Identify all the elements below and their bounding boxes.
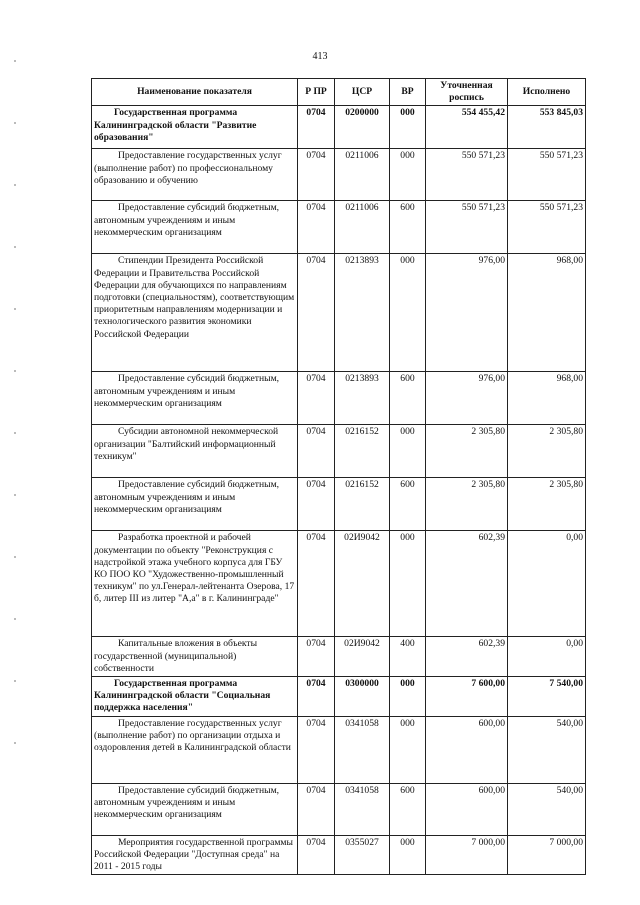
table-row	[92, 716, 586, 783]
cell-name: Предоставление субсидий бюджетным, автономным учреждениям и иным некоммерческим организациям	[92, 372, 298, 425]
cell-vr: 400	[390, 637, 426, 677]
cell-vr: 000	[390, 106, 426, 149]
cell-name: Мероприятия государственной программы Российской Федерации "Доступная среда" на 2011 - 2015 годы	[92, 835, 298, 875]
cell-csr: 0300000	[335, 677, 390, 717]
cell-csr: 0216152	[335, 425, 390, 478]
table-body	[92, 106, 586, 875]
cell-csr: 0200000	[335, 106, 390, 149]
header-rpr: Р ПР	[298, 79, 335, 106]
cell-executed: 2 305,80	[508, 425, 586, 478]
cell-csr: 02И9042	[335, 637, 390, 677]
table-row	[92, 425, 586, 478]
cell-planned: 7 600,00	[426, 677, 508, 717]
cell-csr: 0213893	[335, 254, 390, 372]
cell-executed: 540,00	[508, 783, 586, 835]
cell-vr: 000	[390, 254, 426, 372]
cell-csr: 0216152	[335, 478, 390, 531]
cell-planned: 2 305,80	[426, 425, 508, 478]
table-row	[92, 677, 586, 717]
cell-rpr: 0704	[298, 478, 335, 531]
cell-planned: 7 000,00	[426, 835, 508, 875]
table-row	[92, 835, 586, 875]
cell-vr: 600	[390, 783, 426, 835]
cell-vr: 000	[390, 677, 426, 717]
cell-csr: 0341058	[335, 783, 390, 835]
header-executed: Исполнено	[508, 79, 586, 106]
cell-csr: 0211006	[335, 149, 390, 201]
cell-executed: 0,00	[508, 637, 586, 677]
table-row	[92, 637, 586, 677]
budget-execution-table	[91, 78, 586, 875]
header-vr: ВР	[390, 79, 426, 106]
cell-rpr: 0704	[298, 201, 335, 254]
table-header-row	[92, 79, 586, 106]
header-name: Наименование показателя	[92, 79, 298, 106]
cell-executed: 550 571,23	[508, 201, 586, 254]
cell-planned: 550 571,23	[426, 201, 508, 254]
cell-rpr: 0704	[298, 531, 335, 637]
cell-rpr: 0704	[298, 637, 335, 677]
cell-name: Капитальные вложения в объекты государственной (муниципальной) собственности	[92, 637, 298, 677]
cell-rpr: 0704	[298, 106, 335, 149]
table-row	[92, 478, 586, 531]
table-row	[92, 149, 586, 201]
cell-rpr: 0704	[298, 425, 335, 478]
cell-vr: 000	[390, 531, 426, 637]
cell-planned: 600,00	[426, 716, 508, 783]
cell-rpr: 0704	[298, 254, 335, 372]
cell-vr: 000	[390, 835, 426, 875]
scan-margin-marks	[14, 60, 18, 860]
cell-planned: 602,39	[426, 637, 508, 677]
cell-planned: 550 571,23	[426, 149, 508, 201]
cell-executed: 7 000,00	[508, 835, 586, 875]
cell-executed: 553 845,03	[508, 106, 586, 149]
cell-vr: 600	[390, 201, 426, 254]
cell-rpr: 0704	[298, 677, 335, 717]
cell-rpr: 0704	[298, 716, 335, 783]
header-csr: ЦСР	[335, 79, 390, 106]
cell-name: Субсидии автономной некоммерческой организации "Балтийский информационный техникум"	[92, 425, 298, 478]
cell-rpr: 0704	[298, 783, 335, 835]
cell-planned: 602,39	[426, 531, 508, 637]
cell-name: Государственная программа Калининградской области "Социальная поддержка населения"	[92, 677, 298, 717]
cell-name: Государственная программа Калининградской области "Развитие образования"	[92, 106, 298, 149]
cell-planned: 554 455,42	[426, 106, 508, 149]
cell-planned: 976,00	[426, 254, 508, 372]
table-row	[92, 254, 586, 372]
table-row	[92, 372, 586, 425]
cell-executed: 540,00	[508, 716, 586, 783]
cell-name: Разработка проектной и рабочей документации по объекту "Реконструкция с надстройкой этажа учебного корпуса для ГБУ КО ПОО КО "Художественно-промышленный техникум" по ул.Генерал-лейтенанта Озерова, 17 б, литер III из литер "А,а" в г. Калининграде"	[92, 531, 298, 637]
cell-executed: 0,00	[508, 531, 586, 637]
table-row	[92, 783, 586, 835]
cell-executed: 968,00	[508, 254, 586, 372]
cell-planned: 976,00	[426, 372, 508, 425]
cell-csr: 02И9042	[335, 531, 390, 637]
cell-planned: 2 305,80	[426, 478, 508, 531]
cell-name: Предоставление субсидий бюджетным, автономным учреждениям и иным некоммерческим организациям	[92, 783, 298, 835]
cell-executed: 550 571,23	[508, 149, 586, 201]
cell-csr: 0341058	[335, 716, 390, 783]
cell-executed: 2 305,80	[508, 478, 586, 531]
cell-vr: 000	[390, 425, 426, 478]
cell-vr: 600	[390, 372, 426, 425]
table-row	[92, 106, 586, 149]
cell-name: Предоставление государственных услуг (выполнение работ) по профессиональному образованию и обучению	[92, 149, 298, 201]
cell-vr: 600	[390, 478, 426, 531]
cell-csr: 0211006	[335, 201, 390, 254]
page-number: 413	[312, 51, 328, 62]
cell-csr: 0213893	[335, 372, 390, 425]
cell-name: Стипендии Президента Российской Федерации и Правительства Российской Федерации для обучающихся по направлениям подготовки (специальностям), соответствующим приоритетным направлениям модернизации и технологического развития экономики Российской Федерации	[92, 254, 298, 372]
cell-vr: 000	[390, 716, 426, 783]
cell-executed: 7 540,00	[508, 677, 586, 717]
cell-rpr: 0704	[298, 372, 335, 425]
cell-planned: 600,00	[426, 783, 508, 835]
table-row	[92, 201, 586, 254]
header-planned: Уточненная роспись	[426, 79, 508, 106]
cell-name: Предоставление государственных услуг (выполнение работ) по организации отдыха и оздоровления детей в Калининградской области	[92, 716, 298, 783]
table-row	[92, 531, 586, 637]
cell-name: Предоставление субсидий бюджетным, автономным учреждениям и иным некоммерческим организациям	[92, 478, 298, 531]
cell-rpr: 0704	[298, 149, 335, 201]
cell-executed: 968,00	[508, 372, 586, 425]
cell-rpr: 0704	[298, 835, 335, 875]
cell-csr: 0355027	[335, 835, 390, 875]
cell-vr: 000	[390, 149, 426, 201]
cell-name: Предоставление субсидий бюджетным, автономным учреждениям и иным некоммерческим организациям	[92, 201, 298, 254]
